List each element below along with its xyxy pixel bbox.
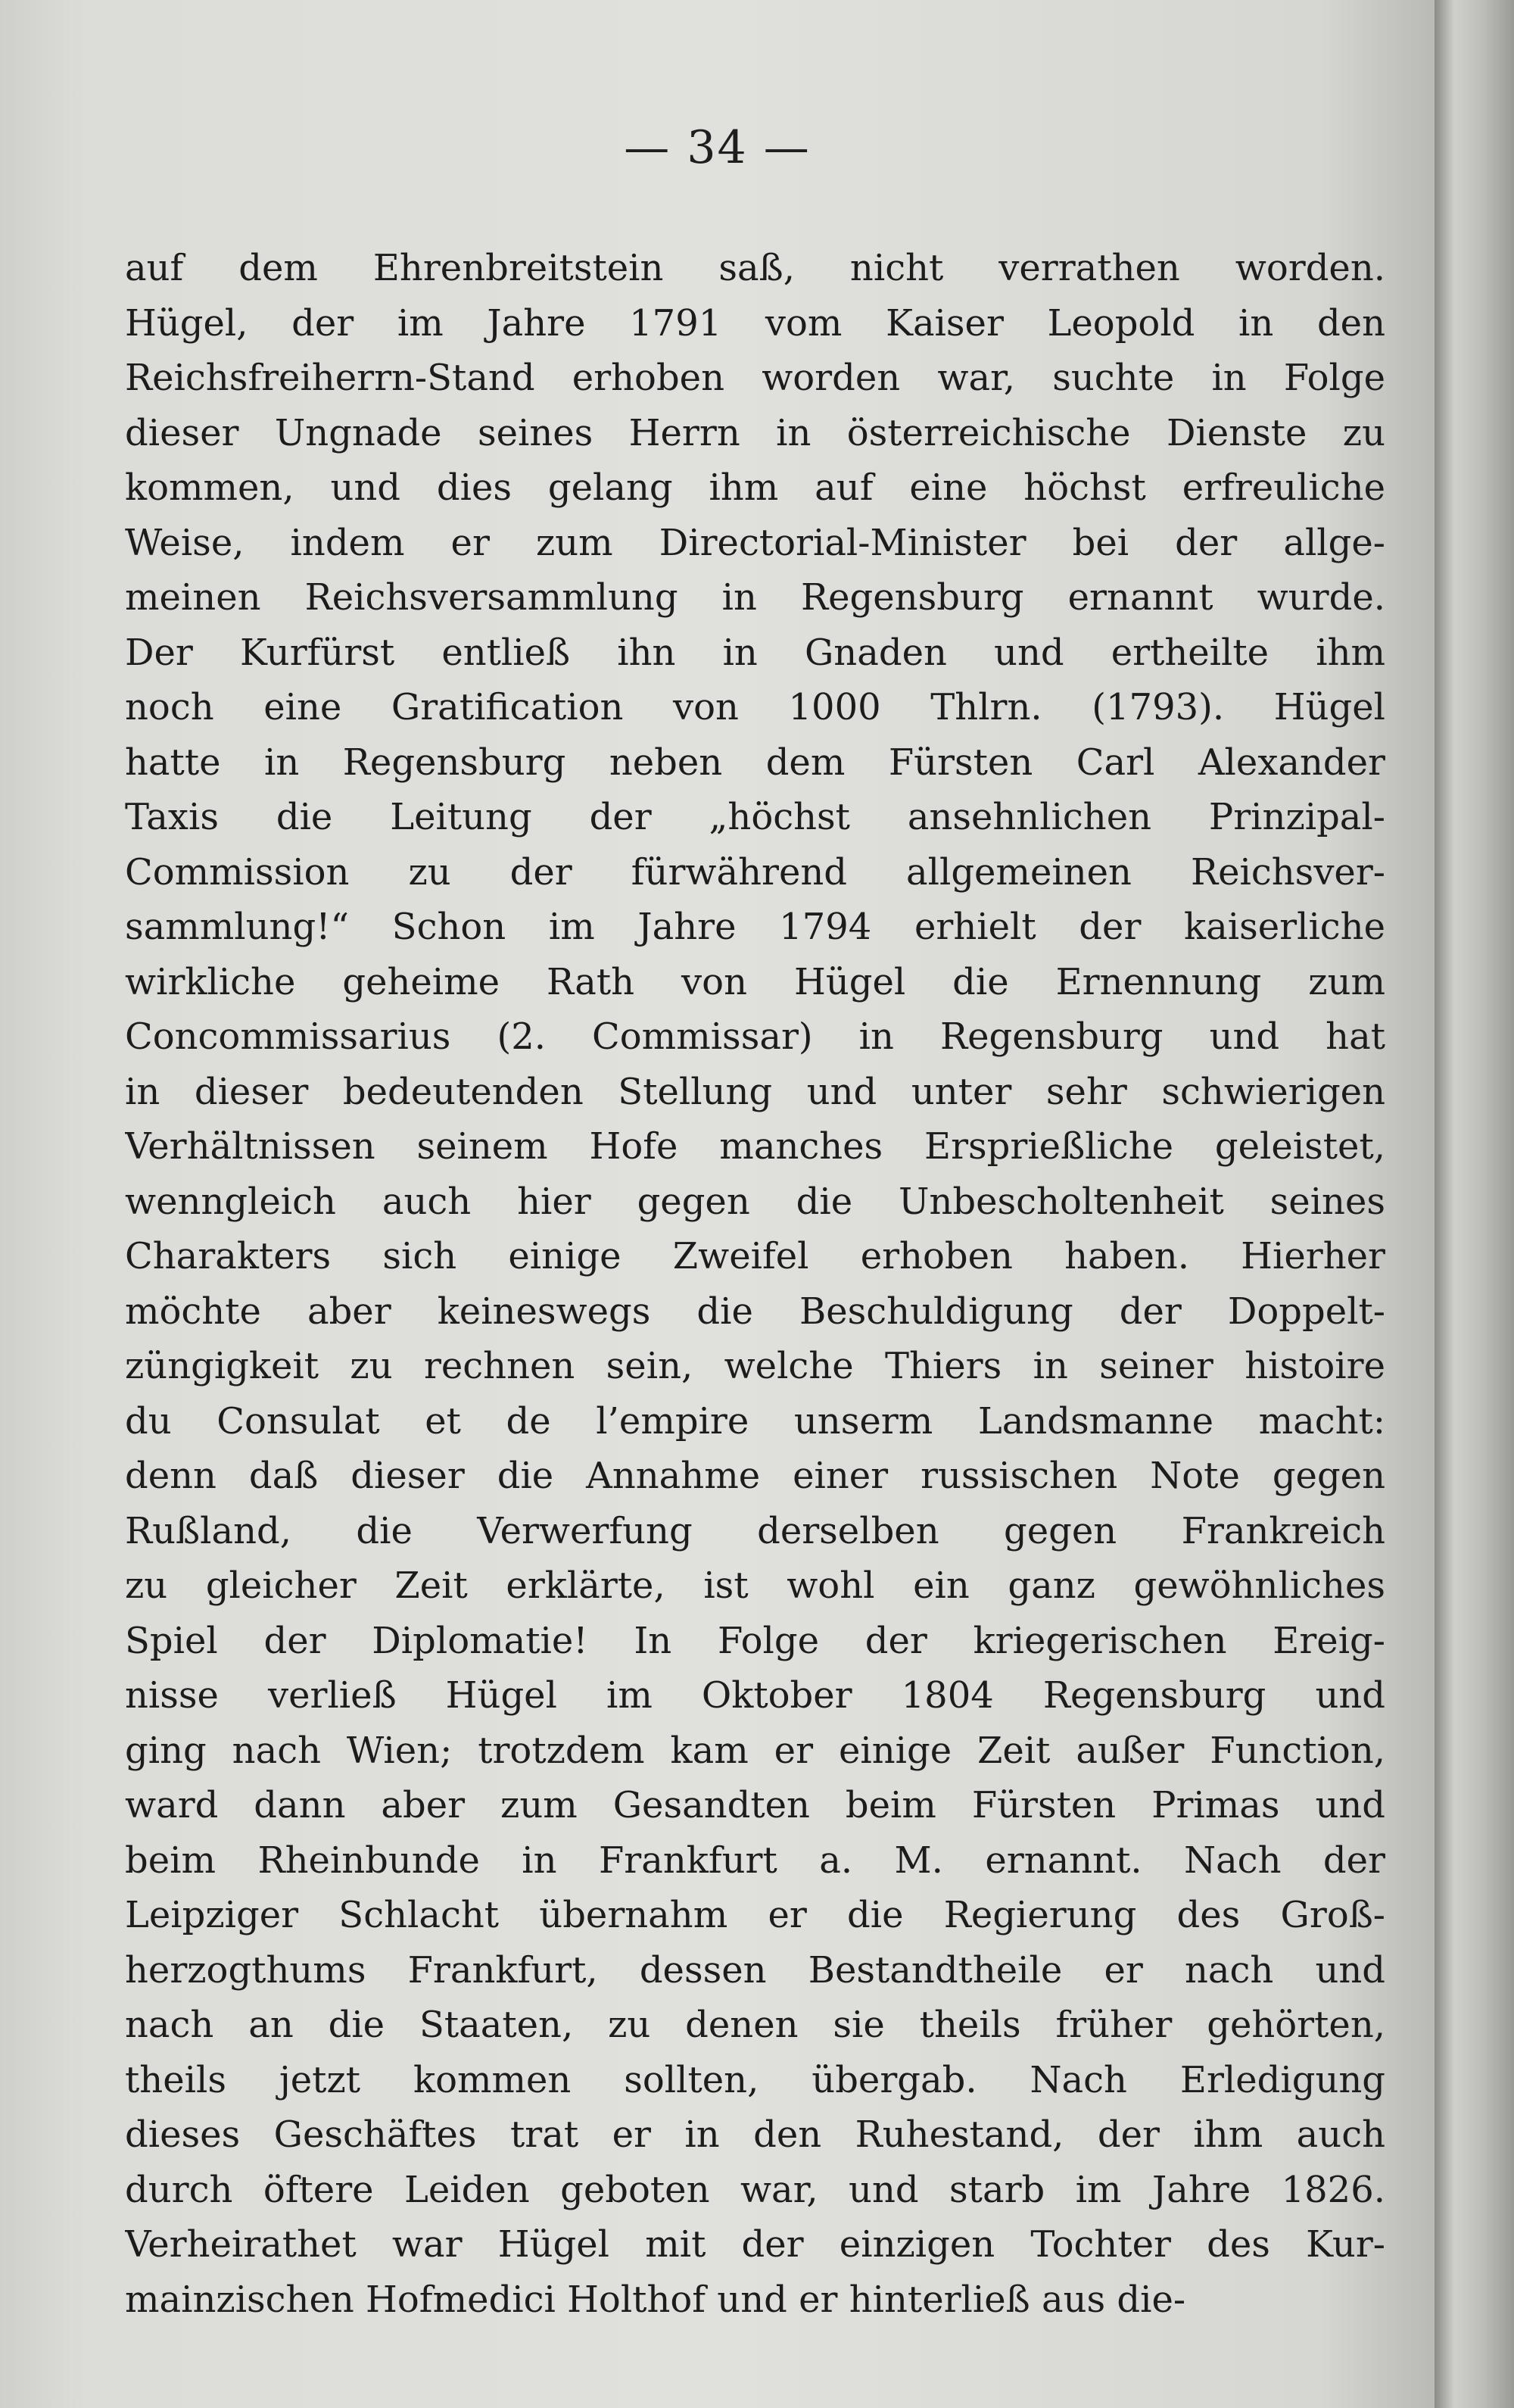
page-number: — 34 — (624, 121, 811, 174)
text-line: Concommissarius (2. Commissar) in Regensburg und hat (125, 1015, 1385, 1058)
text-line: zu gleicher Zeit erklärte, ist wohl ein ganz gewöhnliches (125, 1564, 1385, 1607)
text-line: Reichsfreiherrn-Stand erhoben worden war, suchte in Folge (125, 357, 1385, 399)
text-line: Commission zu der fürwährend allgemeinen Reichsver- (125, 850, 1385, 894)
text-line: nach an die Staaten, zu denen sie theils früher gehörten, (125, 2004, 1385, 2046)
text-line: durch öftere Leiden geboten war, und starb im Jahre 1826. (125, 2168, 1385, 2211)
text-line: sammlung!“ Schon im Jahre 1794 erhielt der kaiserliche (125, 906, 1385, 948)
text-line: auf dem Ehrenbreitstein saß, nicht verrathen worden. (125, 247, 1385, 289)
text-line: Verhältnissen seinem Hofe manches Ersprießliche geleistet, (125, 1125, 1385, 1168)
text-line: möchte aber keineswegs die Beschuldigung der Doppelt- (125, 1290, 1385, 1333)
text-line: Weise, indem er zum Directorial-Minister bei der allge- (125, 521, 1385, 564)
text-line: hatte in Regensburg neben dem Fürsten Carl Alexander (125, 741, 1385, 784)
text-line: Hügel, der im Jahre 1791 vom Kaiser Leopold in den (125, 301, 1385, 345)
text-line: kommen, und dies gelang ihm auf eine höchst erfreuliche (125, 466, 1385, 509)
text-line: Verheirathet war Hügel mit der einzigen Tochter des Kur- (125, 2223, 1385, 2266)
text-line: Spiel der Diplomatie! In Folge der kriegerischen Ereig- (125, 1619, 1385, 1662)
text-line: ward dann aber zum Gesandten beim Fürsten Primas und (125, 1784, 1385, 1826)
text-line: noch eine Gratification von 1000 Thlrn. (1793). Hügel (125, 686, 1385, 728)
text-line: meinen Reichsversammlung in Regensburg ernannt wurde. (125, 576, 1385, 619)
text-line: Der Kurfürst entließ ihn in Gnaden und ertheilte ihm (125, 631, 1385, 674)
body-text (125, 241, 1385, 2327)
text-line: wenngleich auch hier gegen die Unbescholtenheit seines (125, 1180, 1385, 1223)
text-line: wirkliche geheime Rath von Hügel die Ernennung zum (125, 960, 1385, 1003)
text-line: Leipziger Schlacht übernahm er die Regierung des Groß- (125, 1894, 1385, 1936)
text-line: Rußland, die Verwerfung derselben gegen Frankreich (125, 1509, 1385, 1552)
text-line: in dieser bedeutenden Stellung und unter sehr schwierigen (125, 1070, 1385, 1113)
text-line: beim Rheinbunde in Frankfurt a. M. ernannt. Nach der (125, 1839, 1385, 1882)
text-line: züngigkeit zu rechnen sein, welche Thiers in seiner histoire (125, 1345, 1385, 1387)
text-line: dieses Geschäftes trat er in den Ruhestand, der ihm auch (125, 2113, 1385, 2156)
text-line: theils jetzt kommen sollten, übergab. Nach Erledigung (125, 2058, 1385, 2101)
text-line: Charakters sich einige Zweifel erhoben haben. Hierher (125, 1235, 1385, 1277)
text-line: dieser Ungnade seines Herrn in österreichische Dienste zu (125, 411, 1385, 454)
text-line: du Consulat et de l’empire unserm Landsmanne macht: (125, 1399, 1385, 1443)
text-line: denn daß dieser die Annahme einer russischen Note gegen (125, 1455, 1385, 1497)
text-line: nisse verließ Hügel im Oktober 1804 Regensburg und (125, 1674, 1385, 1717)
text-line: mainzischen Hofmedici Holthof und er hinterließ aus die- (125, 2278, 1186, 2321)
book-spine-shadow (1435, 0, 1514, 2408)
text-line: Taxis die Leitung der „höchst ansehnlichen Prinzipal- (125, 796, 1385, 838)
text-line: ging nach Wien; trotzdem kam er einige Zeit außer Function, (125, 1729, 1385, 1772)
text-line: herzogthums Frankfurt, dessen Bestandtheile er nach und (125, 1948, 1385, 1992)
